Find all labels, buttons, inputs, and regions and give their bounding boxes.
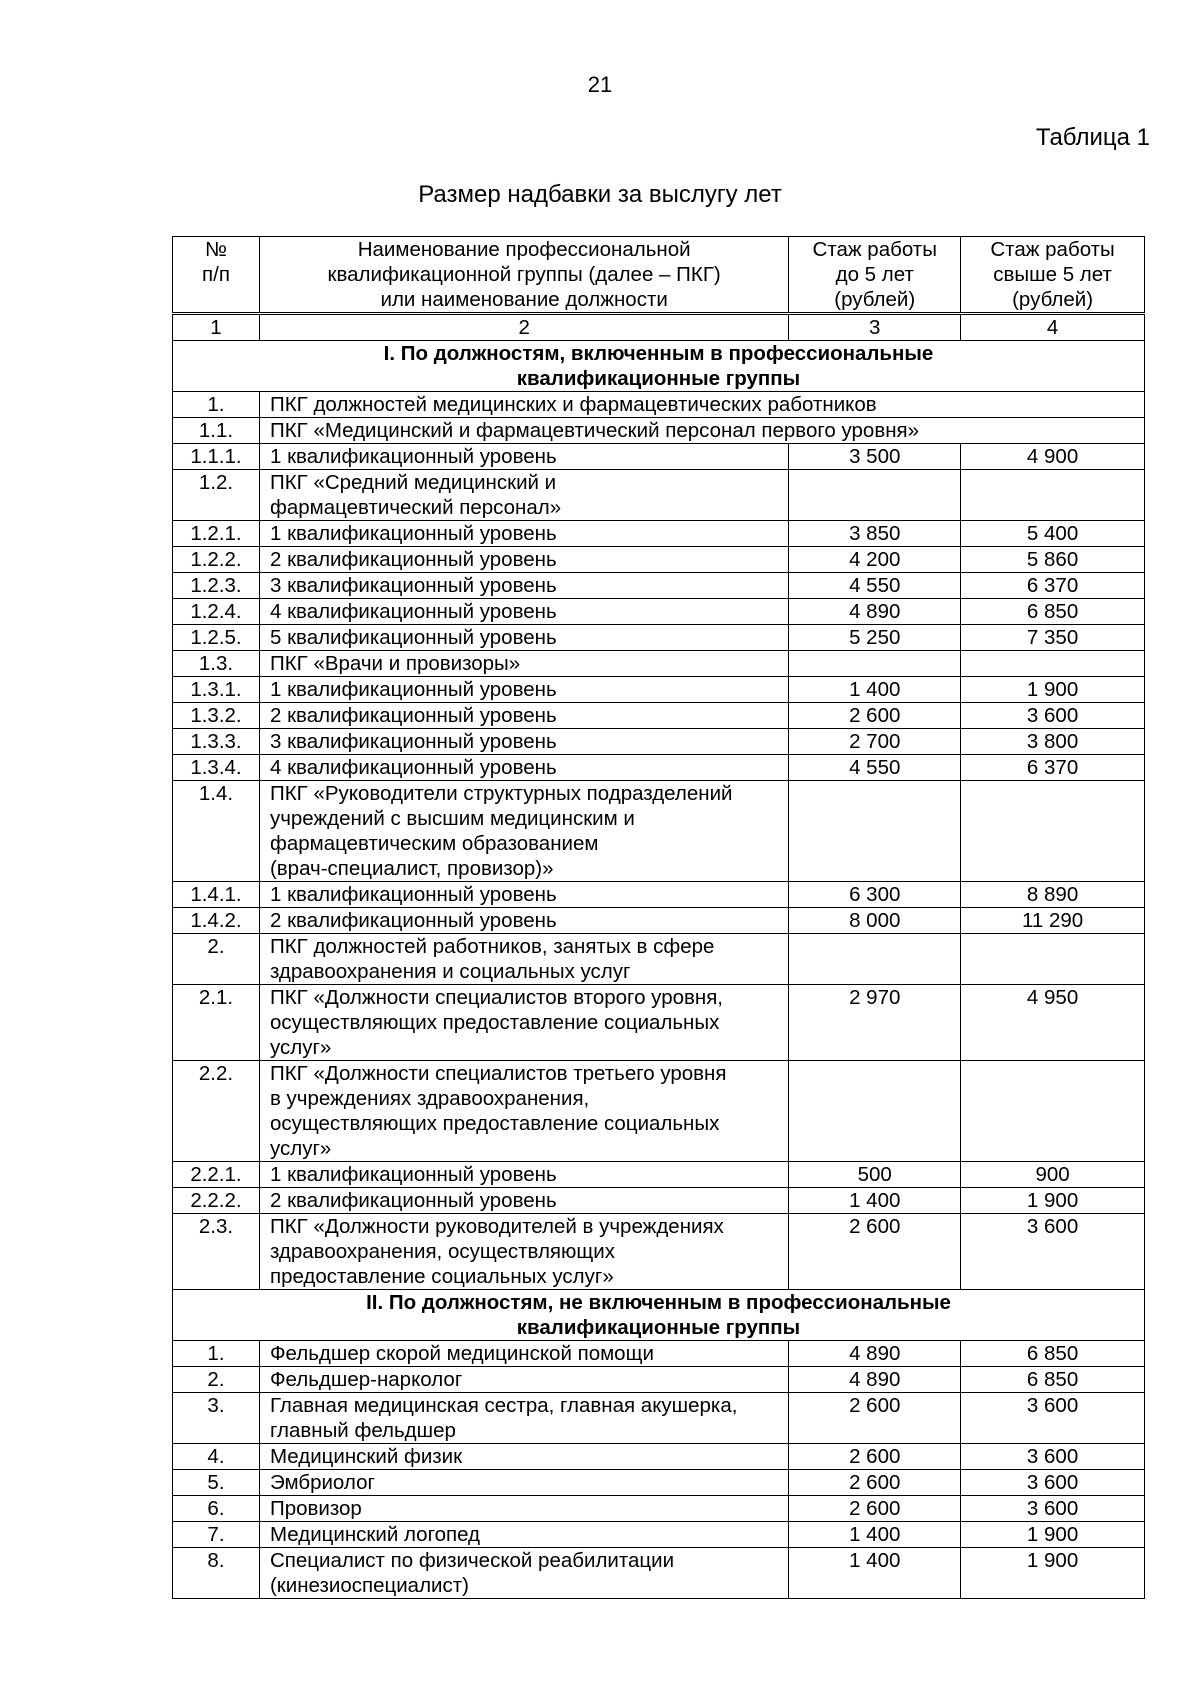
row-value-under-5: 1 400 [789,1522,961,1548]
row-value-under-5 [789,781,961,882]
row-value-under-5: 4 550 [789,573,961,599]
row-number: 2.2. [173,1061,260,1162]
section-row [173,1290,1145,1341]
table-row [173,729,1145,755]
table-row [173,573,1145,599]
row-name: 2 квалификационный уровень [259,908,788,934]
row-value-under-5: 4 890 [789,599,961,625]
table-row [173,392,1145,418]
table-row [173,599,1145,625]
row-value-over-5: 8 890 [961,882,1145,908]
row-value-under-5: 2 700 [789,729,961,755]
table-caption: Таблица 1 [1035,124,1150,151]
row-number: 1.2.4. [173,599,260,625]
row-number: 1.3.2. [173,703,260,729]
row-name: ПКГ «Средний медицинский и фармацевтический персонал» [259,470,788,521]
row-name: 2 квалификационный уровень [259,1188,788,1214]
table-row [173,1522,1145,1548]
table-row [173,651,1145,677]
row-value-over-5 [961,781,1145,882]
allowance-table [172,236,1145,1599]
table-row [173,1393,1145,1444]
table-title: Размер надбавки за выслугу лет [418,181,782,208]
row-value-under-5: 2 600 [789,1393,961,1444]
row-name: ПКГ «Медицинский и фармацевтический персонал первого уровня» [259,418,1144,444]
row-number: 5. [173,1470,260,1496]
row-number: 8. [173,1548,260,1599]
row-value-over-5: 7 350 [961,625,1145,651]
section-row [173,341,1145,392]
row-number: 6. [173,1496,260,1522]
row-name: ПКГ «Должности руководителей в учреждениях здравоохранения, осуществляющих предоставление социальных услуг» [259,1214,788,1290]
row-name: Медицинский логопед [259,1522,788,1548]
table-row [173,625,1145,651]
row-value-under-5: 3 850 [789,521,961,547]
row-number: 1.1. [173,418,260,444]
row-name: 1 квалификационный уровень [259,444,788,470]
table-row [173,521,1145,547]
table-row [173,418,1145,444]
row-value-under-5 [789,934,961,985]
row-value-over-5: 6 850 [961,599,1145,625]
row-value-under-5: 500 [789,1162,961,1188]
row-value-under-5: 2 600 [789,703,961,729]
header-name: Наименование профессиональной квалификационной группы (далее – ПКГ) или наименование должности [259,237,788,314]
row-value-over-5: 4 900 [961,444,1145,470]
table-row [173,908,1145,934]
page-number: 21 [587,72,613,97]
row-value-over-5: 6 850 [961,1367,1145,1393]
table-row [173,703,1145,729]
row-value-under-5: 6 300 [789,882,961,908]
table-row [173,1367,1145,1393]
table-row [173,470,1145,521]
row-value-over-5: 900 [961,1162,1145,1188]
row-number: 1.2. [173,470,260,521]
row-value-over-5: 3 600 [961,1496,1145,1522]
row-name: Специалист по физической реабилитации (кинезиоспециалист) [259,1548,788,1599]
table-row [173,934,1145,985]
row-name: ПКГ «Врачи и провизоры» [259,651,788,677]
row-value-over-5: 5 400 [961,521,1145,547]
row-number: 1.1.1. [173,444,260,470]
row-name: 1 квалификационный уровень [259,521,788,547]
row-number: 1. [173,392,260,418]
row-number: 4. [173,1444,260,1470]
row-name: 1 квалификационный уровень [259,677,788,703]
column-number: 1 [173,314,260,341]
row-value-over-5: 3 600 [961,703,1145,729]
row-value-over-5: 4 950 [961,985,1145,1061]
row-number: 1.4. [173,781,260,882]
row-number: 2.2.2. [173,1188,260,1214]
header-experience-over-5: Стаж работы свыше 5 лет (рублей) [961,237,1145,314]
row-value-under-5: 4 550 [789,755,961,781]
row-value-over-5: 1 900 [961,1522,1145,1548]
row-number: 1.3.1. [173,677,260,703]
row-value-over-5 [961,470,1145,521]
row-value-over-5: 1 900 [961,1548,1145,1599]
table-body [173,341,1145,1599]
row-value-over-5: 11 290 [961,908,1145,934]
row-value-under-5 [789,1061,961,1162]
table-row [173,882,1145,908]
row-number: 2. [173,1367,260,1393]
table-row [173,1548,1145,1599]
row-name: Главная медицинская сестра, главная акушерка, главный фельдшер [259,1393,788,1444]
section-title: II. По должностям, не включенным в профессиональные квалификационные группы [173,1290,1145,1341]
column-number: 4 [961,314,1145,341]
row-value-under-5: 3 500 [789,444,961,470]
row-value-under-5: 4 890 [789,1367,961,1393]
row-number: 3. [173,1393,260,1444]
row-value-under-5: 2 600 [789,1214,961,1290]
table-row [173,755,1145,781]
row-number: 2.2.1. [173,1162,260,1188]
row-number: 1.3.4. [173,755,260,781]
row-value-over-5: 5 860 [961,547,1145,573]
row-number: 1.2.1. [173,521,260,547]
row-value-over-5: 3 600 [961,1393,1145,1444]
row-value-over-5: 1 900 [961,1188,1145,1214]
row-name: 3 квалификационный уровень [259,729,788,755]
table-row [173,1214,1145,1290]
row-name: ПКГ «Руководители структурных подразделений учреждений с высшим медицинским и фармацевтическим образованием (врач-специалист, провизор)» [259,781,788,882]
row-value-under-5: 2 600 [789,1444,961,1470]
row-name: 2 квалификационный уровень [259,703,788,729]
row-value-under-5: 2 600 [789,1496,961,1522]
row-number: 2.1. [173,985,260,1061]
row-name: ПКГ должностей работников, занятых в сфере здравоохранения и социальных услуг [259,934,788,985]
table-row [173,1444,1145,1470]
row-value-under-5: 8 000 [789,908,961,934]
header-num: № п/п [173,237,260,314]
table-row [173,1188,1145,1214]
row-number: 1.4.2. [173,908,260,934]
row-number: 2. [173,934,260,985]
row-value-under-5 [789,470,961,521]
row-number: 7. [173,1522,260,1548]
row-name: Провизор [259,1496,788,1522]
table-row [173,1496,1145,1522]
row-value-over-5: 6 370 [961,573,1145,599]
row-number: 1.3. [173,651,260,677]
row-number: 1.2.5. [173,625,260,651]
row-name: Медицинский физик [259,1444,788,1470]
row-number: 1. [173,1341,260,1367]
row-value-under-5: 2 970 [789,985,961,1061]
row-number: 1.4.1. [173,882,260,908]
row-value-under-5: 5 250 [789,625,961,651]
row-value-under-5: 1 400 [789,677,961,703]
row-value-over-5 [961,934,1145,985]
column-numbers-row [173,314,1145,341]
row-value-under-5: 4 200 [789,547,961,573]
row-name: 4 квалификационный уровень [259,599,788,625]
section-title: I. По должностям, включенным в профессиональные квалификационные группы [173,341,1145,392]
table-row [173,1470,1145,1496]
table-row [173,547,1145,573]
row-number: 1.2.3. [173,573,260,599]
row-value-over-5: 3 600 [961,1444,1145,1470]
row-number: 1.3.3. [173,729,260,755]
row-number: 1.2.2. [173,547,260,573]
row-value-over-5 [961,1061,1145,1162]
row-name: ПКГ должностей медицинских и фармацевтических работников [259,392,1144,418]
row-value-over-5: 3 800 [961,729,1145,755]
column-number: 3 [789,314,961,341]
row-value-under-5: 4 890 [789,1341,961,1367]
row-name: 2 квалификационный уровень [259,547,788,573]
table-row [173,1162,1145,1188]
row-name: 4 квалификационный уровень [259,755,788,781]
row-value-over-5: 3 600 [961,1214,1145,1290]
row-value-over-5 [961,651,1145,677]
row-name: 3 квалификационный уровень [259,573,788,599]
row-value-under-5: 1 400 [789,1188,961,1214]
table-row [173,677,1145,703]
table-row [173,1341,1145,1367]
header-experience-under-5: Стаж работы до 5 лет (рублей) [789,237,961,314]
row-name: 1 квалификационный уровень [259,882,788,908]
row-value-over-5: 1 900 [961,677,1145,703]
row-number: 2.3. [173,1214,260,1290]
row-value-over-5: 3 600 [961,1470,1145,1496]
row-name: Эмбриолог [259,1470,788,1496]
row-value-under-5: 1 400 [789,1548,961,1599]
header-row [173,237,1145,314]
row-name: ПКГ «Должности специалистов третьего уровня в учреждениях здравоохранения, осуществляющих предоставление социальных услуг» [259,1061,788,1162]
row-name: Фельдшер-нарколог [259,1367,788,1393]
row-name: ПКГ «Должности специалистов второго уровня, осуществляющих предоставление социальных услуг» [259,985,788,1061]
row-name: 5 квалификационный уровень [259,625,788,651]
row-name: Фельдшер скорой медицинской помощи [259,1341,788,1367]
row-value-under-5: 2 600 [789,1470,961,1496]
table-row [173,444,1145,470]
table-row [173,1061,1145,1162]
row-value-over-5: 6 850 [961,1341,1145,1367]
row-value-under-5 [789,651,961,677]
table-row [173,781,1145,882]
table-row [173,985,1145,1061]
row-value-over-5: 6 370 [961,755,1145,781]
column-number: 2 [259,314,788,341]
row-name: 1 квалификационный уровень [259,1162,788,1188]
